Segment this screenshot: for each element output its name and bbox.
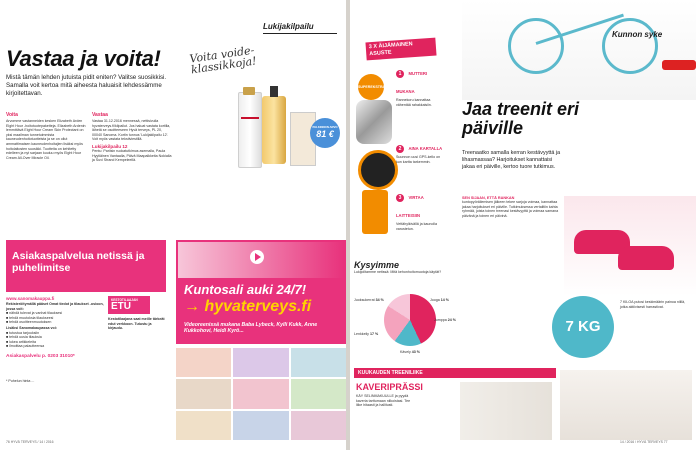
headline: Vastaa ja voita! bbox=[6, 46, 161, 71]
poll-title: Kysyimme bbox=[354, 260, 400, 270]
prize-badge-value: 81 € bbox=[316, 129, 334, 139]
poll-label bbox=[400, 350, 420, 355]
treeni-bar: KUUKAUDEN TREENILIIKE bbox=[354, 368, 556, 378]
weight-text: 7 KILOA putosi keskimäärin painoa niillä, jotka aktiivisesti harrastivat. bbox=[620, 300, 686, 309]
service-item-text: ilmoittaa palautteensa bbox=[9, 344, 45, 349]
column-1-heading: Voita bbox=[6, 112, 18, 118]
left-footer: 76 HYVÄ TERVEYS / 14 / 2016 bbox=[6, 440, 54, 444]
poll-label-value: 17 % bbox=[369, 332, 379, 336]
poll-block bbox=[354, 260, 458, 275]
column-2-subtext: Pentu: Pariisin ruokatutkimus asemalla, Paula Hyytiäinen Vantaalla, Päivä Maapalkkeita Nokialla ja Suvi Strand Kempeleellä. bbox=[92, 148, 172, 163]
product-watch bbox=[358, 150, 398, 190]
etu-badge-top: KESTOTILAAJAN bbox=[111, 298, 138, 302]
etu-block bbox=[108, 296, 166, 331]
product-title: AINA KARTALLA bbox=[408, 146, 443, 152]
column-2-text: Vastaa 31.12.2016 mennessä, nettisivulla hyvaterveys.fi/kilpailut. Jos haluat vastata kortilla, lähetä se osoitteeseen Hyvä terveys, PL 20, 00040 Sanoma. Kortin tunnus 'Lukijakilpailu 12'. Voit myös vastata tekstiviestillä. bbox=[92, 119, 171, 142]
section-rule bbox=[263, 33, 337, 34]
poll-label bbox=[354, 298, 384, 303]
workout-photo[interactable] bbox=[233, 411, 288, 440]
three-way-label bbox=[365, 38, 436, 61]
etu-badge-main: ETU bbox=[111, 301, 131, 312]
weight-badge bbox=[552, 296, 614, 358]
service-item-text: nähdä tulevat ja vanhat tilauksesi bbox=[9, 311, 63, 316]
product-number: 2 bbox=[396, 145, 404, 153]
dumbbell bbox=[662, 60, 696, 70]
service-item-text: tehdä osoitteenmuutoksen bbox=[9, 320, 52, 325]
product-text: Vettähylkivällä ja kaunolla varustetun. bbox=[396, 222, 437, 231]
service-title: Asiakaspalvelua netissä ja puhelimitse bbox=[12, 250, 145, 274]
promo-url-arrow[interactable]: → hyvaterveys.fi bbox=[184, 298, 312, 315]
product-title: VIRTAA LAITTEISIIN bbox=[396, 195, 424, 219]
service-list-item: ■ tehdä uusia tilauksia bbox=[6, 335, 42, 340]
products-list bbox=[396, 62, 446, 232]
hero-photo bbox=[462, 0, 696, 100]
column-2-subheading: Lukijakilpailu 12 bbox=[92, 143, 128, 149]
prize-badge-label: PALKINNON ARVO bbox=[312, 125, 338, 129]
workout-photo-grid bbox=[176, 348, 346, 440]
poll-label bbox=[434, 318, 456, 323]
workout-photo[interactable] bbox=[291, 348, 346, 377]
product-item bbox=[396, 186, 446, 231]
treeni-title: KAVERIPRÄSSI bbox=[356, 382, 423, 392]
weight-badge-label: 7 KG bbox=[565, 318, 601, 335]
poll-label-text: Kävely bbox=[400, 350, 411, 354]
service-bold-text-2: Lisäksi Sanomakaupassa voi: bbox=[6, 325, 57, 330]
workout-photo[interactable] bbox=[291, 411, 346, 440]
service-bold-text: Rekisteröitymällä pääset Omat tiedot ja tilaukset -osioon, jossa voit: bbox=[6, 302, 104, 311]
poll-label-value: 24 % bbox=[447, 318, 456, 322]
poll-label-text: Lenkkeily bbox=[354, 332, 369, 336]
poll-label-text: Jumppa bbox=[434, 318, 447, 322]
service-list-item: ■ nähdä tulevat ja vanhat tilauksesi bbox=[6, 311, 63, 316]
product-number: 1 bbox=[396, 70, 404, 78]
tube-label bbox=[241, 117, 259, 119]
service-list-item: ■ lukea artikkeleita bbox=[6, 339, 36, 344]
body-heading: SEN SIJAAN, ETTÄ RANKAN bbox=[462, 196, 515, 200]
play-icon[interactable] bbox=[250, 250, 264, 264]
service-phone: Asiakaspalvelu p. 0203 31010* bbox=[6, 353, 75, 359]
workout-photo[interactable] bbox=[291, 379, 346, 408]
poll-label-text: Jooga bbox=[430, 298, 440, 302]
etu-badge bbox=[108, 296, 150, 314]
service-site-link[interactable]: www.sanomakauppa.fi bbox=[6, 296, 55, 301]
product-tube bbox=[238, 92, 262, 168]
sneaker-right bbox=[618, 246, 674, 270]
service-item-text: tehdä muutoksia tilaukseesi bbox=[9, 315, 54, 320]
product-charger bbox=[362, 190, 388, 234]
three-way-line-2: ASUSTE bbox=[369, 49, 392, 58]
product-bracelet bbox=[356, 100, 392, 144]
section-tag: Lukijakilpailu bbox=[263, 22, 314, 31]
workout-photo[interactable] bbox=[233, 379, 288, 408]
poll-label-value: 14 % bbox=[440, 298, 449, 302]
three-way-line-1: 3 X ÄIJÄMAINEN bbox=[368, 41, 413, 51]
right-section-tag: Kunnon syke bbox=[612, 30, 663, 39]
bike-wheel-front bbox=[602, 18, 658, 74]
product-text: Suunnon uusi GPS-kello on kun kartta tarkemmin. bbox=[396, 155, 441, 164]
poll-pie bbox=[384, 294, 436, 346]
workout-photo[interactable] bbox=[233, 348, 288, 377]
lead-text: Mistä tämän lehden jutuista pidit eniten? Valitse suosikkisi. Samalla voit kertoa mitä aiheesta haluaisit lehdessämme kirjoitettavan. bbox=[6, 74, 167, 97]
service-list-item: ■ tutustua tarjouksiin bbox=[6, 330, 40, 335]
workout-photo[interactable] bbox=[176, 379, 231, 408]
body-text: kuntopyöräilemisen jälkeen tekee sarjoja voimaa, kannattaa jakaa harjoitukset eri päiville. Tutkimuksessa vertailtiin kahta ryhmää, joista toinen treenasi kestävyyttä ja voimaa samana päivänä ja toinen eri päivinä. bbox=[462, 200, 559, 218]
product-item bbox=[396, 137, 446, 164]
product-item bbox=[396, 62, 446, 107]
poll-label bbox=[354, 332, 378, 337]
workout-photo[interactable] bbox=[176, 348, 231, 377]
right-lead: Treenaatko samalla kerran kestävyyttä ja lihasmassaa? Harjoitukset kannattaisi jakaa eri päiville, kertoo tuore tutkimus. bbox=[462, 150, 561, 170]
service-list-item: ■ tehdä osoitteenmuutoksen bbox=[6, 320, 52, 325]
column-2 bbox=[92, 112, 172, 163]
bike-wheel-back bbox=[508, 18, 564, 74]
right-headline: Jaa treenit eri päiville bbox=[462, 99, 580, 138]
weight-text-block bbox=[620, 300, 692, 309]
right-body bbox=[462, 196, 560, 218]
exercise-photo bbox=[560, 370, 692, 440]
product-number: 3 bbox=[396, 194, 404, 202]
column-1-text: Arvomme vastanneiden kesken Elizabeth Arden Eight Hour -hoitotuotepaketteja. Elizabeth Ardenin lemmittävä Eight Hour Cream Skin Protectant on yksi maailman tunnetuimmista kauneudenhoitotuotteista ja se on ollut ammattimaisen kauneudenhoitajien lisäksi myös hoitolaitosten suosikki. Tuotteita on kehitetty edelleen ja nyt sarjaan kuuluu myös Eight Hour Cream All-Over Miracle Oil. bbox=[6, 119, 86, 160]
treeni-text: KÄY SELINMAKUULLE ja pyydä kaveria tarttumaan nilkoistasi. Tee liike hitaasti ja hallitusti. bbox=[356, 394, 411, 408]
product-text: Rannekoru kannattaa vähentää rahakkaisiin. bbox=[396, 98, 432, 107]
service-list-item: ■ tehdä muutoksia tilaukseesi bbox=[6, 315, 54, 320]
sneakers-photo bbox=[564, 196, 696, 296]
promo-url[interactable]: hyvaterveys.fi bbox=[204, 298, 312, 315]
poll-label bbox=[430, 298, 449, 303]
service-list-item: ■ ilmoittaa palautteensa bbox=[6, 344, 45, 349]
product-oil-bottle bbox=[262, 96, 286, 164]
workout-photo[interactable] bbox=[176, 411, 231, 440]
play-triangle bbox=[255, 253, 261, 261]
service-item-text: tehdä uusia tilauksia bbox=[9, 335, 42, 340]
star-badge: SUPEREKSTRA! bbox=[358, 74, 384, 100]
poll-label-value: 34 % bbox=[375, 298, 384, 302]
left-page bbox=[0, 0, 346, 450]
treeni-photo bbox=[460, 382, 552, 440]
promo-block bbox=[176, 240, 346, 344]
prize-script-title: Voita voide-klassikkoja! bbox=[188, 43, 258, 77]
service-footnote: * Puhelun hinta ... bbox=[6, 378, 35, 383]
column-2-heading: Vastaa bbox=[92, 112, 108, 118]
poll-question: Lukijoiltamme netissä: Mitä kehonhoitomuotoja käytät? bbox=[354, 270, 442, 274]
product-title: MUTTERI MUKANA bbox=[396, 71, 428, 94]
tube-cap bbox=[243, 87, 255, 95]
poll-label-text: Juoksukerrat bbox=[354, 298, 375, 302]
service-item-text: lukea artikkeleita bbox=[9, 339, 36, 344]
service-item-text: tutustua tarjouksiin bbox=[9, 330, 40, 335]
promo-title: Kuntosali auki 24/7! bbox=[184, 282, 307, 297]
service-details bbox=[6, 296, 106, 384]
bottle-pump bbox=[270, 86, 278, 97]
right-footer: 14 / 2016 / HYVÄ TERVEYS 77 bbox=[620, 440, 668, 444]
prize-badge bbox=[310, 118, 340, 148]
poll-label-value: 43 % bbox=[411, 350, 420, 354]
right-page bbox=[350, 0, 696, 450]
promo-subtext: Videoreenissä mukana Baba Lybeck, Kylli Kukk, Anne Kukkohovi, Heidi Kyrö... bbox=[184, 322, 318, 335]
column-1 bbox=[6, 112, 86, 160]
service-header bbox=[6, 240, 166, 292]
etu-text: Kestotilaajana saat meille tärkeät edut verkkoon. Tutustu ja kirjaudu. bbox=[108, 317, 165, 331]
